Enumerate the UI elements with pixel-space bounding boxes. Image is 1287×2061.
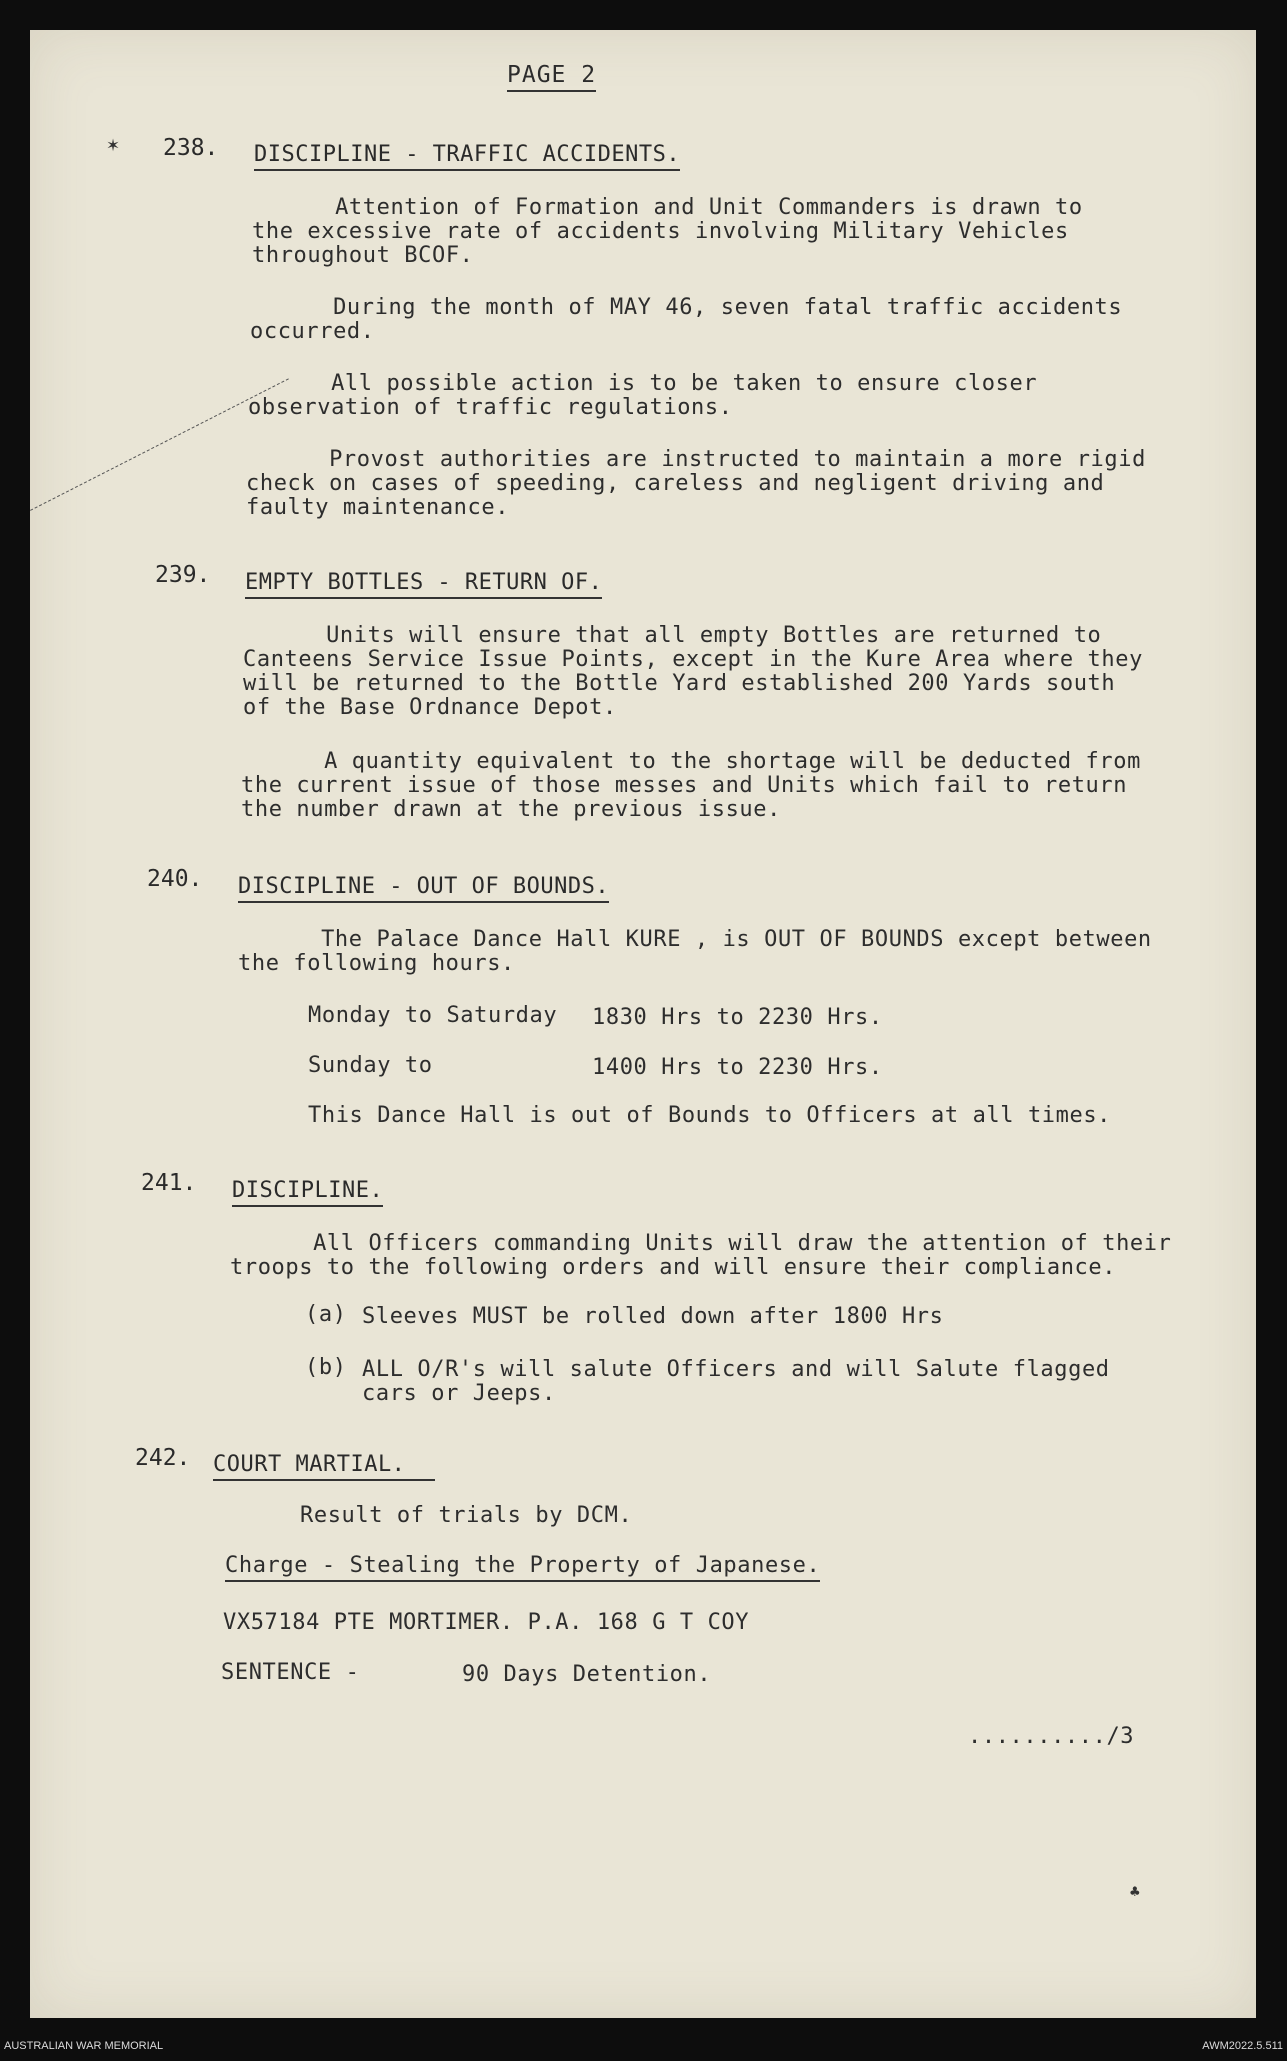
hours-days-weekday: Monday to Saturday xyxy=(308,1003,558,1028)
hours-time-sunday: 1400 Hrs to 2230 Hrs. xyxy=(592,1055,883,1080)
section-238-paragraph-4: Provost authorities are instructed to maintain a more rigid check on cases of speeding, careless and negligent driving and faulty maintenance. xyxy=(246,447,1146,520)
small-ink-mark: ♣ xyxy=(1130,1882,1140,1901)
sentence-label: SENTENCE - xyxy=(221,1660,360,1685)
section-heading-242: COURT MARTIAL. xyxy=(213,1452,435,1481)
accused-line: VX57184 PTE MORTIMER. P.A. 168 G T COY xyxy=(223,1610,750,1635)
trial-result-line: Result of trials by DCM. xyxy=(300,1503,633,1528)
section-238-paragraph-1: Attention of Formation and Unit Commanders is drawn to the excessive rate of accidents involving Military Vehicles throughout BCOF. xyxy=(252,195,1083,268)
page-number: PAGE 2 xyxy=(507,62,596,92)
section-239-paragraph-2: A quantity equivalent to the shortage will be deducted from the current issue of those messes and Units which fail to return the number drawn at the previous issue. xyxy=(241,749,1141,822)
section-number-242: 242. xyxy=(135,1445,191,1471)
item-a-text: Sleeves MUST be rolled down after 1800 Hrs xyxy=(362,1304,944,1329)
section-heading-240: DISCIPLINE - OUT OF BOUNDS. xyxy=(238,874,609,903)
section-238-paragraph-2: During the month of MAY 46, seven fatal traffic accidents occurred. xyxy=(250,295,1123,344)
sentence-value: 90 Days Detention. xyxy=(462,1662,712,1687)
section-heading-241: DISCIPLINE. xyxy=(232,1178,383,1207)
section-number-241: 241. xyxy=(141,1170,197,1196)
section-heading-238: DISCIPLINE - TRAFFIC ACCIDENTS. xyxy=(254,142,680,171)
hours-days-sunday: Sunday to xyxy=(308,1053,433,1078)
continuation-marker: ........../3 xyxy=(968,1724,1135,1749)
section-number-238: 238. xyxy=(163,135,219,161)
item-a-label: (a) xyxy=(305,1302,347,1327)
item-b-text: ALL O/R's will salute Officers and will Salute flagged cars or Jeeps. xyxy=(362,1357,1110,1406)
section-number-239: 239. xyxy=(155,562,211,588)
section-241-paragraph-1: All Officers commanding Units will draw the attention of their troops to the following orders and will ensure their compliance. xyxy=(230,1231,1172,1280)
section-238-paragraph-3: All possible action is to be taken to ensure closer observation of traffic regulations. xyxy=(248,371,1038,420)
hours-time-weekday: 1830 Hrs to 2230 Hrs. xyxy=(592,1005,883,1030)
section-240-paragraph-1: The Palace Dance Hall KURE , is OUT OF BOUNDS except between the following hours. xyxy=(238,927,1152,976)
footer-catalog-id: AWM2022.5.511 xyxy=(1202,2040,1283,2052)
ink-mark: ✶ xyxy=(107,132,120,156)
section-number-240: 240. xyxy=(147,866,203,892)
charge-line: Charge - Stealing the Property of Japanese. xyxy=(225,1553,820,1582)
section-heading-239: EMPTY BOTTLES - RETURN OF. xyxy=(245,570,602,599)
section-239-paragraph-1: Units will ensure that all empty Bottles are returned to Canteens Service Issue Points, except in the Kure Area where they will be returned to the Bottle Yard established 200 Yards south of the Base Ordnance Depot. xyxy=(243,623,1143,720)
footer-archive-name: AUSTRALIAN WAR MEMORIAL xyxy=(4,2040,164,2052)
section-240-note: This Dance Hall is out of Bounds to Officers at all times. xyxy=(308,1103,1112,1128)
item-b-label: (b) xyxy=(305,1355,347,1380)
